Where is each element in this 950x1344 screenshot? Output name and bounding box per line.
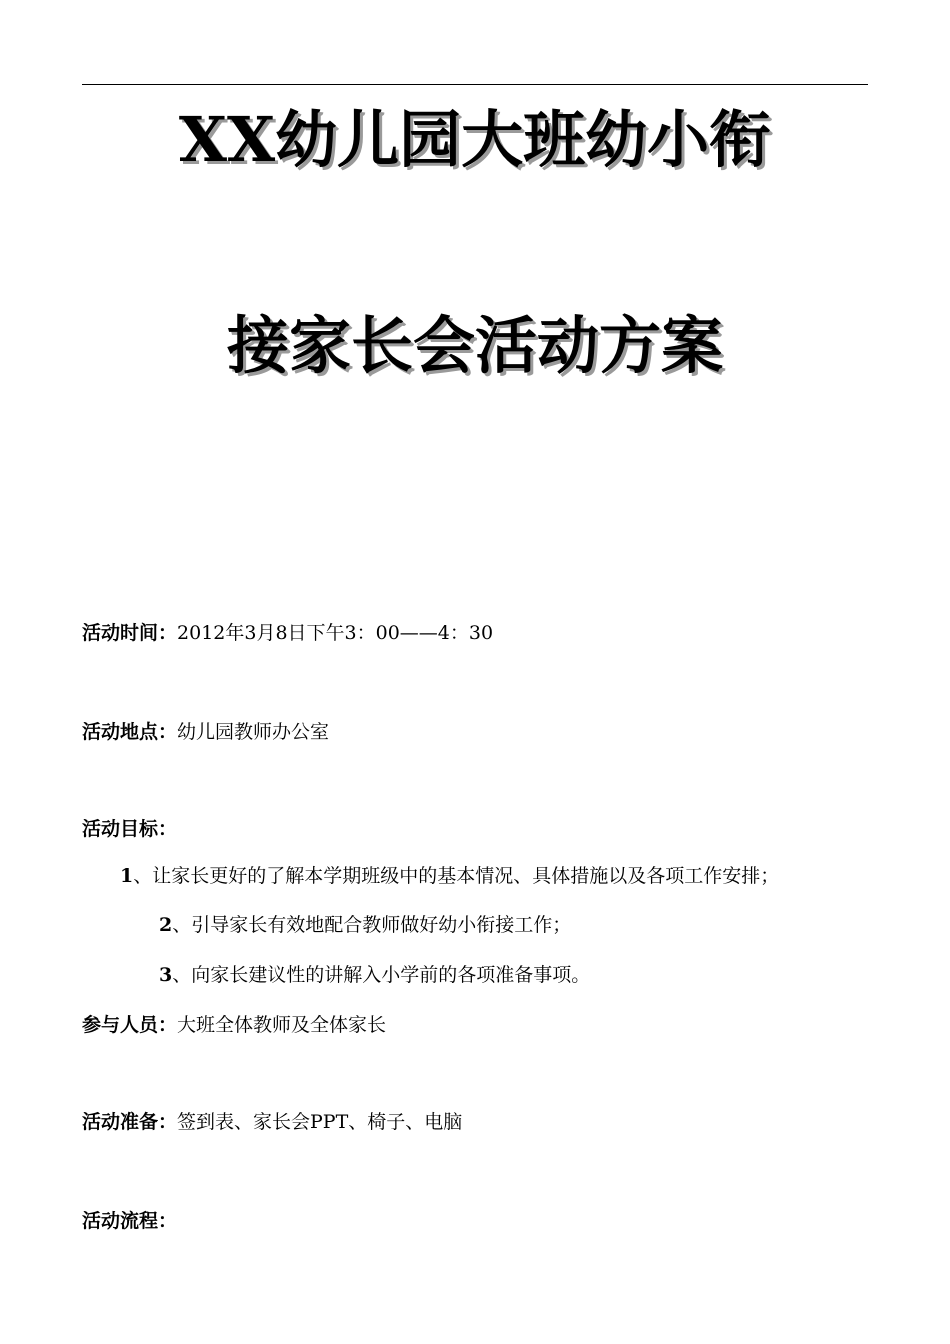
document-title-line-1: XX幼儿园大班幼小衔 — [178, 103, 772, 176]
goal-item: 3、向家长建议性的讲解入小学前的各项准备事项。 — [159, 964, 591, 986]
goal-item: 1、让家长更好的了解本学期班级中的基本情况、具体措施以及各项工作安排； — [120, 865, 780, 887]
activity-time-value: 2012年3月8日下午3：00——4：30 — [177, 622, 494, 644]
goal-text: 向家长建议性的讲解入小学前的各项准备事项。 — [191, 964, 591, 986]
activity-goals — [82, 815, 177, 843]
goal-text: 让家长更好的了解本学期班级中的基本情况、具体措施以及各项工作安排； — [152, 865, 780, 887]
goal-number: 3 — [159, 964, 173, 986]
activity-process-label: 活动流程： — [82, 1210, 178, 1232]
goal-number: 2 — [159, 914, 173, 936]
activity-time — [82, 619, 493, 647]
goal-number: 1 — [120, 865, 134, 887]
participants — [82, 1011, 386, 1039]
activity-process — [82, 1207, 177, 1235]
activity-place-label: 活动地点： — [82, 721, 178, 743]
activity-preparation — [82, 1108, 462, 1136]
header-rule — [82, 84, 868, 85]
activity-goals-label: 活动目标： — [82, 818, 178, 840]
goal-item: 2、引导家长有效地配合教师做好幼小衔接工作； — [159, 914, 572, 936]
activity-place-value: 幼儿园教师办公室 — [177, 721, 330, 743]
activity-time-label: 活动时间： — [82, 622, 178, 644]
activity-preparation-value: 签到表、家长会PPT、椅子、电脑 — [177, 1111, 463, 1133]
activity-place — [82, 718, 329, 746]
participants-label: 参与人员： — [82, 1014, 178, 1036]
activity-preparation-label: 活动准备： — [82, 1111, 178, 1133]
document-title-line-2: 接家长会活动方案 — [226, 309, 723, 382]
goal-text: 引导家长有效地配合教师做好幼小衔接工作； — [191, 914, 572, 936]
participants-value: 大班全体教师及全体家长 — [177, 1014, 387, 1036]
